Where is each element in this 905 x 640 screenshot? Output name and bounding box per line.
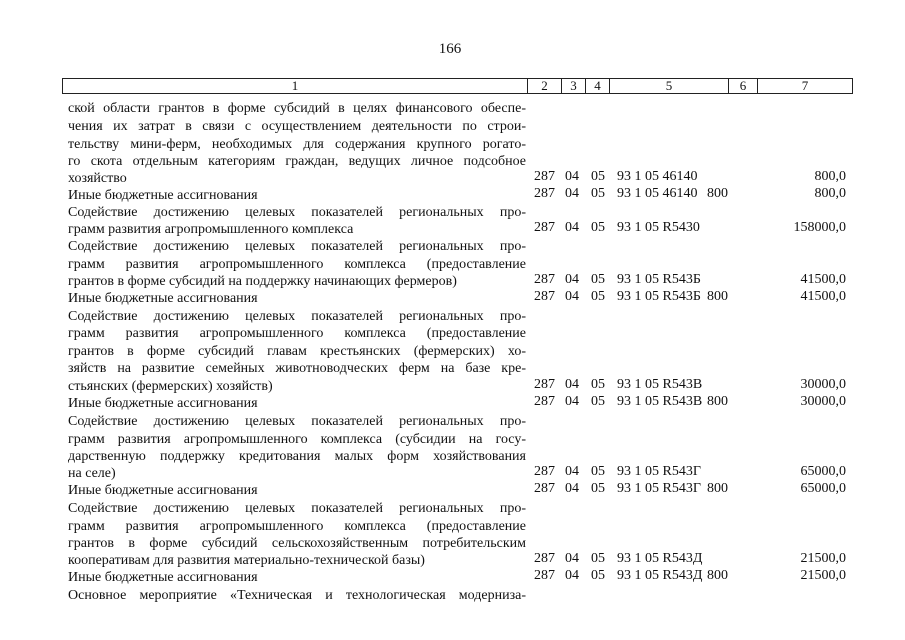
code-target-article: 93 1 05 46140 (617, 169, 698, 184)
code-division: 05 (591, 377, 605, 392)
code-expense-type: 800 (707, 186, 728, 201)
text-line: Основное мероприятие «Техническая и технологическая модерниза- (68, 588, 526, 603)
code-target-article: 93 1 05 R5430 (617, 220, 700, 235)
text-line: чения их затрат в связи с осуществлением деятельности по строи- (68, 119, 526, 134)
amount: 158000,0 (793, 220, 846, 235)
amount: 800,0 (814, 169, 846, 184)
code-expense-type: 800 (707, 568, 728, 583)
text-line: Иные бюджетные ассигнования (68, 396, 258, 411)
code-division: 05 (591, 220, 605, 235)
code-section: 287 (534, 186, 555, 201)
code-section: 287 (534, 377, 555, 392)
code-target-article: 93 1 05 R543Д (617, 568, 703, 583)
text-line: хозяйство (68, 171, 127, 186)
text-line: ской области грантов в форме субсидий в целях финансового обеспе- (68, 101, 526, 116)
code-division: 05 (591, 289, 605, 304)
text-line: Иные бюджетные ассигнования (68, 483, 258, 498)
text-line: Содействие достижению целевых показателей региональных про- (68, 414, 526, 429)
code-division: 05 (591, 272, 605, 287)
code-division: 05 (591, 169, 605, 184)
text-line: Иные бюджетные ассигнования (68, 570, 258, 585)
code-section: 287 (534, 481, 555, 496)
code-target-article: 93 1 05 R543В (617, 377, 703, 392)
amount: 65000,0 (800, 481, 846, 496)
code-expense-type: 800 (707, 481, 728, 496)
code-section: 287 (534, 551, 555, 566)
code-section: 287 (534, 169, 555, 184)
code-division: 05 (591, 568, 605, 583)
column-header-4: 4 (586, 79, 610, 94)
code-section: 287 (534, 272, 555, 287)
text-line: зяйств на развитие семейных животноводческих ферм на базе кре- (68, 361, 526, 376)
code-target-article: 93 1 05 R543Г (617, 464, 701, 479)
code-section: 287 (534, 220, 555, 235)
code-subsection: 04 (565, 568, 579, 583)
text-line: стьянских (фермерских) хозяйств) (68, 379, 273, 394)
code-section: 287 (534, 464, 555, 479)
code-target-article: 93 1 05 R543Д (617, 551, 703, 566)
code-target-article: 93 1 05 R543Б (617, 272, 701, 287)
text-line: грантов в форме субсидий главам крестьянских (фермерских) хо- (68, 344, 526, 359)
code-target-article: 93 1 05 R543Г (617, 481, 701, 496)
code-subsection: 04 (565, 289, 579, 304)
text-line: Содействие достижению целевых показателей региональных про- (68, 239, 526, 254)
code-subsection: 04 (565, 551, 579, 566)
text-line: грамм развития агропромышленного комплекса (субсидии на госу- (68, 432, 526, 447)
text-line: на селе) (68, 466, 116, 481)
amount: 65000,0 (800, 464, 846, 479)
text-line: грамм развития агропромышленного комплекса (предоставление (68, 326, 526, 341)
amount: 41500,0 (800, 272, 846, 287)
code-subsection: 04 (565, 272, 579, 287)
code-expense-type: 800 (707, 394, 728, 409)
amount: 21500,0 (800, 568, 846, 583)
code-subsection: 04 (565, 481, 579, 496)
column-header-1: 1 (63, 79, 528, 94)
code-target-article: 93 1 05 46140 (617, 186, 698, 201)
text-line: грамм развития агропромышленного комплекса (предоставление (68, 519, 526, 534)
column-header-7: 7 (758, 79, 853, 94)
code-subsection: 04 (565, 464, 579, 479)
code-section: 287 (534, 289, 555, 304)
text-line: Содействие достижению целевых показателей региональных про- (68, 309, 526, 324)
code-subsection: 04 (565, 394, 579, 409)
code-division: 05 (591, 464, 605, 479)
text-line: грантов в форме субсидий на поддержку начинающих фермеров) (68, 274, 457, 289)
column-header-3: 3 (562, 79, 586, 94)
amount: 21500,0 (800, 551, 846, 566)
text-line: Содействие достижению целевых показателей региональных про- (68, 501, 526, 516)
code-division: 05 (591, 481, 605, 496)
code-section: 287 (534, 568, 555, 583)
amount: 800,0 (814, 186, 846, 201)
text-line: грамм развития агропромышленного комплекса (68, 222, 354, 237)
code-expense-type: 800 (707, 289, 728, 304)
code-subsection: 04 (565, 169, 579, 184)
text-line: дарственную поддержку кредитования малых форм хозяйствования (68, 449, 526, 464)
code-subsection: 04 (565, 186, 579, 201)
text-line: го скота отдельным категориям граждан, ведущих личное подсобное (68, 154, 526, 169)
code-division: 05 (591, 186, 605, 201)
amount: 30000,0 (800, 377, 846, 392)
text-line: Иные бюджетные ассигнования (68, 188, 258, 203)
text-line: тельству мини-ферм, необходимых для содержания крупного рогато- (68, 137, 526, 152)
text-line: грамм развития агропромышленного комплекса (предоставление (68, 257, 526, 272)
amount: 30000,0 (800, 394, 846, 409)
text-line: Иные бюджетные ассигнования (68, 291, 258, 306)
code-subsection: 04 (565, 220, 579, 235)
page-number: 166 (438, 41, 462, 57)
text-line: грантов в форме субсидий сельскохозяйственным потребительским (68, 536, 526, 551)
code-division: 05 (591, 394, 605, 409)
code-subsection: 04 (565, 377, 579, 392)
code-section: 287 (534, 394, 555, 409)
column-header-2: 2 (528, 79, 562, 94)
code-target-article: 93 1 05 R543В (617, 394, 703, 409)
code-target-article: 93 1 05 R543Б (617, 289, 701, 304)
code-division: 05 (591, 551, 605, 566)
column-header-6: 6 (729, 79, 758, 94)
text-line: Содействие достижению целевых показателей региональных про- (68, 205, 526, 220)
text-line: кооперативам для развития материально-технической базы) (68, 553, 425, 568)
amount: 41500,0 (800, 289, 846, 304)
column-header-5: 5 (610, 79, 729, 94)
